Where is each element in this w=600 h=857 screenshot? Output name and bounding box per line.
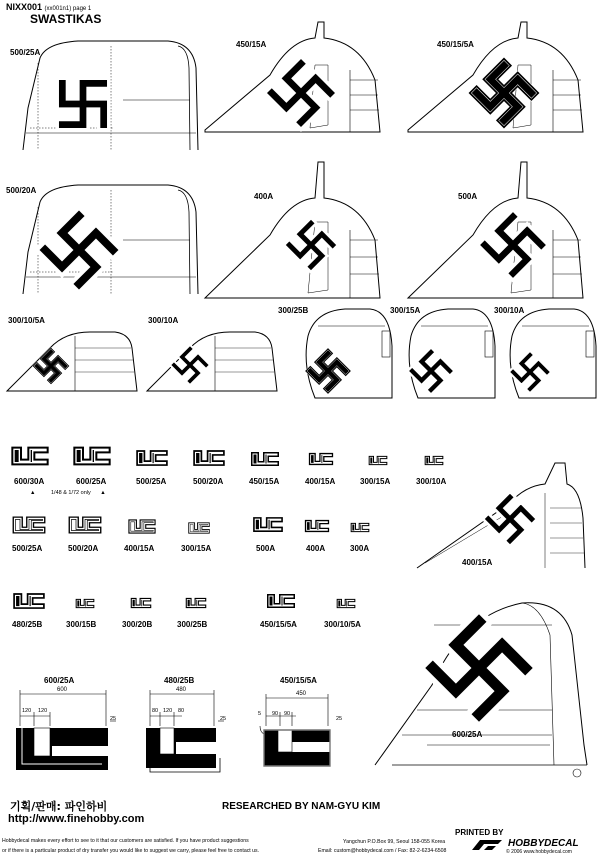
seg-label: 500/20A: [193, 477, 224, 486]
tail-label: 500/25A: [10, 48, 41, 57]
segment-480-25B: [12, 592, 46, 610]
tail-450-15-5A: [403, 20, 600, 135]
dim-part: 120: [22, 708, 32, 714]
dim-part: 80: [178, 708, 185, 714]
segment-300-25B: [185, 597, 207, 609]
seg-label: 300/15B: [66, 620, 97, 629]
printed-by: PRINTED BY: [455, 828, 504, 837]
tail-label: 500/20A: [6, 186, 37, 195]
segment-300-10-5A: [336, 598, 356, 609]
tail-400A: [200, 160, 400, 300]
dim-diagram-600-25A: [12, 686, 132, 776]
tail-label: 450/15/5A: [437, 40, 474, 49]
tail-label: 300/10A: [494, 306, 525, 315]
seg-label: 300/15A: [360, 477, 391, 486]
contact-email: Email: custom@hobbydecal.com / Fax: 82-2-6234-6508: [318, 848, 447, 854]
tail-300-10A-b: [504, 306, 599, 401]
website-link[interactable]: http://www.finehobby.com: [8, 813, 145, 825]
seg-label: 600/25A: [76, 477, 107, 486]
tail-300-15A: [403, 306, 498, 401]
triangle-icon: ▲: [30, 490, 36, 496]
tail-label: 400/15A: [462, 558, 493, 567]
scale-note-text: 1/48 & 1/72 only: [50, 490, 91, 496]
tail-label: 600/25A: [452, 730, 483, 739]
segment-outline-500-20A: [68, 516, 102, 534]
segment-300-20B: [130, 597, 152, 609]
seg-label: 300A: [350, 544, 370, 553]
seg-label: 300/10A: [416, 477, 447, 486]
scale-note: [30, 490, 106, 496]
tail-500-25A: [18, 38, 208, 153]
tail-label: 500A: [458, 192, 478, 201]
seg-label: 450/15/5A: [260, 620, 297, 629]
dim-left: 5: [258, 711, 262, 717]
seg-label: 300/25B: [177, 620, 208, 629]
segment-outline-300-15A: [188, 522, 210, 534]
tail-label: 300/10/5A: [8, 316, 45, 325]
triangle-icon: ▲: [100, 490, 106, 496]
hobbydecal-logo-icon: [470, 838, 504, 852]
address: Yangchun P.O.Box 99, Seoul 158-055 Korea: [343, 839, 446, 845]
segment-500-25A: [135, 449, 169, 467]
segment-300-15B: [75, 598, 95, 609]
seg-label: 450/15A: [249, 477, 280, 486]
dim-part: 120: [163, 708, 173, 714]
segment-600-30A: [10, 445, 50, 467]
seg-label: 500A: [256, 544, 276, 553]
code-text: NIXX001: [6, 2, 43, 12]
seg-label: 500/20A: [68, 544, 99, 553]
page-title: SWASTIKAS: [30, 12, 102, 26]
segment-500A: [252, 516, 284, 533]
dim-title: 480/25B: [164, 676, 195, 685]
segment-400A: [304, 519, 330, 533]
dim-part: 90: [272, 711, 279, 717]
tail-label: 400A: [254, 192, 274, 201]
dim-diagram-480-25B: [142, 686, 242, 776]
seg-label: 400/15A: [124, 544, 155, 553]
dim-part: 80: [152, 708, 159, 714]
tail-500-20A: [18, 182, 208, 297]
seg-label: 500/25A: [136, 477, 167, 486]
segment-450-15-5A: [266, 593, 296, 609]
tail-500A: [403, 160, 600, 300]
dim-title: 600/25A: [44, 676, 75, 685]
disclaimer-line-2: or if there is a particular product of dry transfer you would like to suggest we carry, please feel free to contact us.: [2, 848, 260, 854]
dim-total: 600: [57, 687, 68, 693]
dim-part: 120: [38, 708, 48, 714]
tail-450-15A: [200, 20, 400, 135]
tail-300-10A: [145, 318, 285, 393]
dim-part: 90: [284, 711, 291, 717]
copyright: © 2006 www.hobbydecal.com: [506, 849, 572, 855]
tail-label: 450/15A: [236, 40, 267, 49]
seg-label: 480/25B: [12, 620, 43, 629]
dim-diagram-450-15-5A: [258, 686, 358, 776]
page-code: [6, 2, 91, 12]
korean-credit: 기획/판매: 파인하비: [10, 800, 108, 813]
tail-600-25A: [372, 595, 597, 785]
seg-label: 600/30A: [14, 477, 45, 486]
dim-title: 450/15/5A: [280, 676, 317, 685]
dim-right: 25: [220, 716, 227, 722]
tail-400-15A: [415, 458, 590, 578]
segment-450-15A: [250, 451, 280, 467]
segment-400-15A: [308, 452, 334, 466]
dim-right: 25: [110, 716, 117, 722]
segment-outline-500-25A: [12, 516, 46, 534]
seg-label: 300/15A: [181, 544, 212, 553]
disclaimer-line-1: Hobbydecal makes every effort to see to it that our customers are satisfied. If you have product suggestions: [2, 838, 249, 844]
seg-label: 300/20B: [122, 620, 153, 629]
researched-by: RESEARCHED BY NAM-GYU KIM: [222, 801, 381, 812]
seg-label: 400A: [306, 544, 326, 553]
segment-outline-400-15A: [128, 519, 156, 534]
tail-300-10-5A: [5, 318, 145, 393]
code-sub: (xx001n1) page 1: [44, 6, 92, 12]
seg-label: 400/15A: [305, 477, 336, 486]
dim-total: 450: [296, 691, 307, 697]
segment-300A: [350, 522, 370, 533]
seg-label: 500/25A: [12, 544, 43, 553]
brand-name: HOBBYDECAL: [508, 838, 579, 849]
dim-total: 480: [176, 687, 187, 693]
dim-right: 25: [336, 716, 343, 722]
segment-600-25A: [72, 445, 112, 467]
tail-label: 300/25B: [278, 306, 309, 315]
tail-label: 300/15A: [390, 306, 421, 315]
seg-label: 300/10/5A: [324, 620, 361, 629]
segment-300-15A: [368, 455, 388, 466]
segment-500-20A: [192, 449, 226, 467]
tail-300-25B: [300, 306, 395, 401]
tail-label: 300/10A: [148, 316, 179, 325]
